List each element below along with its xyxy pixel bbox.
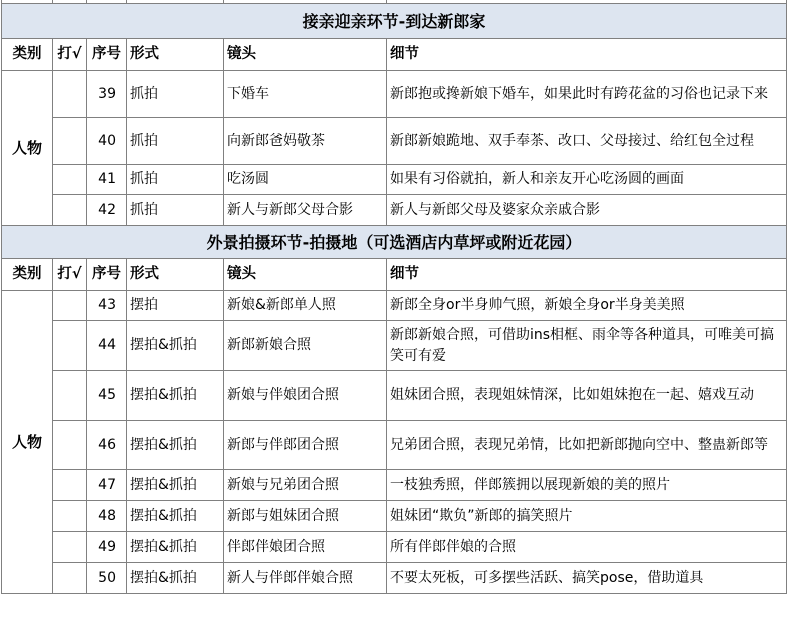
header-seq: 序号 bbox=[87, 259, 127, 291]
header-shot: 镜头 bbox=[224, 259, 387, 291]
check-cell[interactable] bbox=[53, 291, 87, 321]
seq-cell: 48 bbox=[87, 501, 127, 532]
detail-cell: 姐妹团“欺负”新郎的搞笑照片 bbox=[387, 501, 787, 532]
detail-cell: 新郎抱或搀新娘下婚车，如果此时有跨花盆的习俗也记录下来 bbox=[387, 71, 787, 118]
detail-cell: 如果有习俗就拍，新人和亲友开心吃汤圆的画面 bbox=[387, 165, 787, 195]
shot-cell: 新人与新郎父母合影 bbox=[224, 195, 387, 226]
detail-cell: 新人与新郎父母及婆家众亲戚合影 bbox=[387, 195, 787, 226]
category-cell: 人物 bbox=[2, 291, 53, 594]
header-detail: 细节 bbox=[387, 259, 787, 291]
detail-cell: 新郎新娘跪地、双手奉茶、改口、父母接过、给红包全过程 bbox=[387, 118, 787, 165]
seq-cell: 42 bbox=[87, 195, 127, 226]
form-cell: 摆拍&抓拍 bbox=[127, 501, 224, 532]
check-cell[interactable] bbox=[53, 532, 87, 563]
table-row bbox=[2, 321, 787, 371]
table-row bbox=[2, 291, 787, 321]
header-check: 打√ bbox=[53, 259, 87, 291]
header-check: 打√ bbox=[53, 39, 87, 71]
table-row bbox=[2, 118, 787, 165]
category-cell: 人物 bbox=[2, 71, 53, 226]
seq-cell: 41 bbox=[87, 165, 127, 195]
header-detail: 细节 bbox=[387, 39, 787, 71]
section-title-row bbox=[2, 4, 787, 39]
detail-cell: 新郎全身or半身帅气照，新娘全身or半身美美照 bbox=[387, 291, 787, 321]
header-seq: 序号 bbox=[87, 39, 127, 71]
check-cell[interactable] bbox=[53, 71, 87, 118]
header-form: 形式 bbox=[127, 259, 224, 291]
table-row bbox=[2, 165, 787, 195]
form-cell: 抓拍 bbox=[127, 71, 224, 118]
section-title: 接亲迎亲环节-到达新郎家 bbox=[2, 4, 787, 39]
table-row bbox=[2, 532, 787, 563]
form-cell: 摆拍&抓拍 bbox=[127, 470, 224, 501]
seq-cell: 43 bbox=[87, 291, 127, 321]
check-cell[interactable] bbox=[53, 501, 87, 532]
detail-cell: 所有伴郎伴娘的合照 bbox=[387, 532, 787, 563]
check-cell[interactable] bbox=[53, 563, 87, 594]
check-cell[interactable] bbox=[53, 421, 87, 470]
seq-cell: 46 bbox=[87, 421, 127, 470]
seq-cell: 45 bbox=[87, 371, 127, 421]
shot-cell: 下婚车 bbox=[224, 71, 387, 118]
header-shot: 镜头 bbox=[224, 39, 387, 71]
table-row bbox=[2, 371, 787, 421]
form-cell: 摆拍&抓拍 bbox=[127, 371, 224, 421]
shot-cell: 伴郎伴娘团合照 bbox=[224, 532, 387, 563]
seq-cell: 44 bbox=[87, 321, 127, 371]
table-row bbox=[2, 470, 787, 501]
form-cell: 摆拍&抓拍 bbox=[127, 563, 224, 594]
header-row bbox=[2, 39, 787, 71]
detail-cell: 不要太死板，可多摆些活跃、搞笑pose，借助道具 bbox=[387, 563, 787, 594]
table-row bbox=[2, 501, 787, 532]
header-category: 类别 bbox=[2, 39, 53, 71]
header-category: 类别 bbox=[2, 259, 53, 291]
section-title-row bbox=[2, 226, 787, 259]
header-form: 形式 bbox=[127, 39, 224, 71]
form-cell: 摆拍 bbox=[127, 291, 224, 321]
header-row bbox=[2, 259, 787, 291]
shot-cell: 新郎新娘合照 bbox=[224, 321, 387, 371]
seq-cell: 39 bbox=[87, 71, 127, 118]
check-cell[interactable] bbox=[53, 165, 87, 195]
seq-cell: 47 bbox=[87, 470, 127, 501]
seq-cell: 50 bbox=[87, 563, 127, 594]
shot-cell: 新娘与伴娘团合照 bbox=[224, 371, 387, 421]
check-cell[interactable] bbox=[53, 118, 87, 165]
form-cell: 抓拍 bbox=[127, 195, 224, 226]
form-cell: 摆拍&抓拍 bbox=[127, 421, 224, 470]
check-cell[interactable] bbox=[53, 371, 87, 421]
shot-list-table bbox=[1, 0, 787, 594]
detail-cell: 兄弟团合照，表现兄弟情，比如把新郎抛向空中、整蛊新郎等 bbox=[387, 421, 787, 470]
check-cell[interactable] bbox=[53, 321, 87, 371]
shot-cell: 新郎与姐妹团合照 bbox=[224, 501, 387, 532]
seq-cell: 49 bbox=[87, 532, 127, 563]
shot-cell: 新娘与兄弟团合照 bbox=[224, 470, 387, 501]
form-cell: 抓拍 bbox=[127, 165, 224, 195]
shot-cell: 新人与伴郎伴娘合照 bbox=[224, 563, 387, 594]
detail-cell: 一枝独秀照，伴郎簇拥以展现新娘的美的照片 bbox=[387, 470, 787, 501]
table-row bbox=[2, 421, 787, 470]
table-row bbox=[2, 195, 787, 226]
table-row bbox=[2, 71, 787, 118]
shot-cell: 新娘&新郎单人照 bbox=[224, 291, 387, 321]
seq-cell: 40 bbox=[87, 118, 127, 165]
form-cell: 抓拍 bbox=[127, 118, 224, 165]
shot-cell: 向新郎爸妈敬茶 bbox=[224, 118, 387, 165]
form-cell: 摆拍&抓拍 bbox=[127, 321, 224, 371]
detail-cell: 新郎新娘合照，可借助ins相框、雨伞等各种道具，可唯美可搞笑可有爱 bbox=[387, 321, 787, 371]
shot-cell: 吃汤圆 bbox=[224, 165, 387, 195]
check-cell[interactable] bbox=[53, 195, 87, 226]
table-row bbox=[2, 563, 787, 594]
shot-cell: 新郎与伴郎团合照 bbox=[224, 421, 387, 470]
section-title: 外景拍摄环节-拍摄地（可选酒店内草坪或附近花园） bbox=[2, 226, 787, 259]
detail-cell: 姐妹团合照，表现姐妹情深，比如姐妹抱在一起、嬉戏互动 bbox=[387, 371, 787, 421]
form-cell: 摆拍&抓拍 bbox=[127, 532, 224, 563]
check-cell[interactable] bbox=[53, 470, 87, 501]
